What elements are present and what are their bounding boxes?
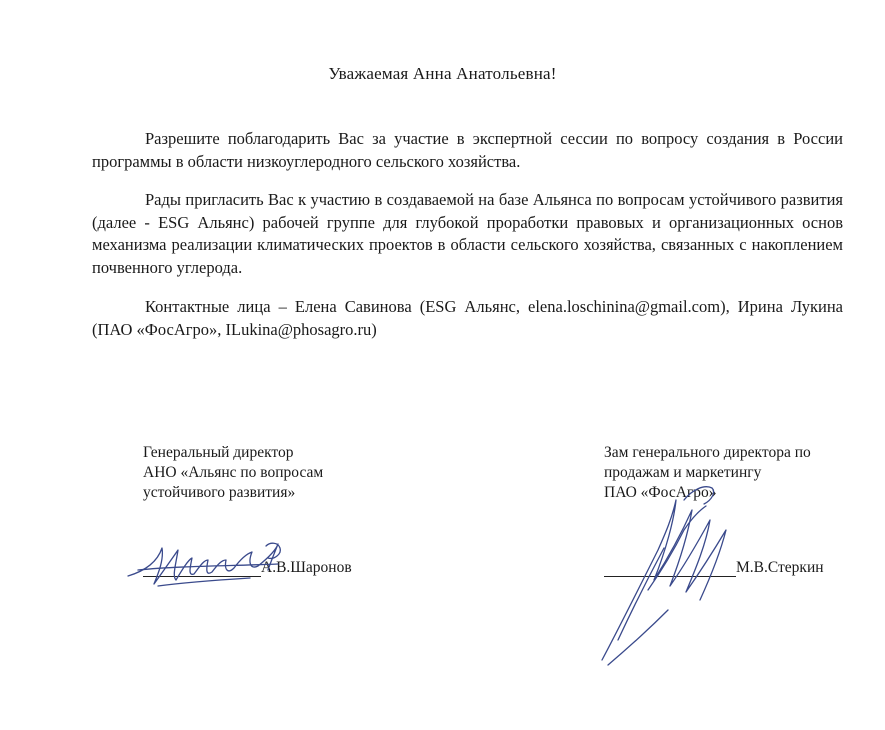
left-title-line-2: АНО «Альянс по вопросам — [143, 464, 324, 481]
letter-greeting: Уважаемая Анна Анатольевна! — [328, 64, 557, 83]
paragraph-thanks: Разрешите поблагодарить Вас за участие в экспертной сессии по вопросу создания в России программы в области низкоуглеродного сельского хозяйства. — [92, 129, 843, 171]
right-signatory-name: М.В.Стеркин — [736, 559, 824, 576]
right-title-line-3: ПАО «ФосАгро» — [604, 484, 717, 501]
paragraph-invitation: Рады пригласить Вас к участию в создаваемой на базе Альянса по вопросам устойчивого развития (далее - ESG Альянс) рабочей группе для глубокой проработки правовых и организационных основ механизма реализации климатических проектов в области сельского хозяйства, связанных с накоплением почвенного углерода. — [92, 190, 843, 277]
right-signature-row — [604, 558, 824, 577]
left-title-line-1: Генеральный директор — [143, 444, 294, 461]
left-signature-row — [143, 558, 352, 577]
left-signature-line — [143, 558, 261, 577]
left-signatory-name: А.В.Шаронов — [261, 559, 352, 576]
left-signatory-title — [143, 443, 323, 503]
right-title-line-2: продажам и маркетингу — [604, 464, 762, 481]
right-signature-line — [604, 558, 736, 577]
right-title-line-1: Зам генерального директора по — [604, 444, 811, 461]
right-signatory-title — [604, 443, 811, 503]
left-title-line-3: устойчивого развития» — [143, 484, 296, 501]
paragraph-contacts: Контактные лица – Елена Савинова (ESG Альянс, elena.loschinina@gmail.com), Ирина Лукина (ПАО «ФосАгро», ILukina@phosagro.ru) — [92, 297, 843, 339]
